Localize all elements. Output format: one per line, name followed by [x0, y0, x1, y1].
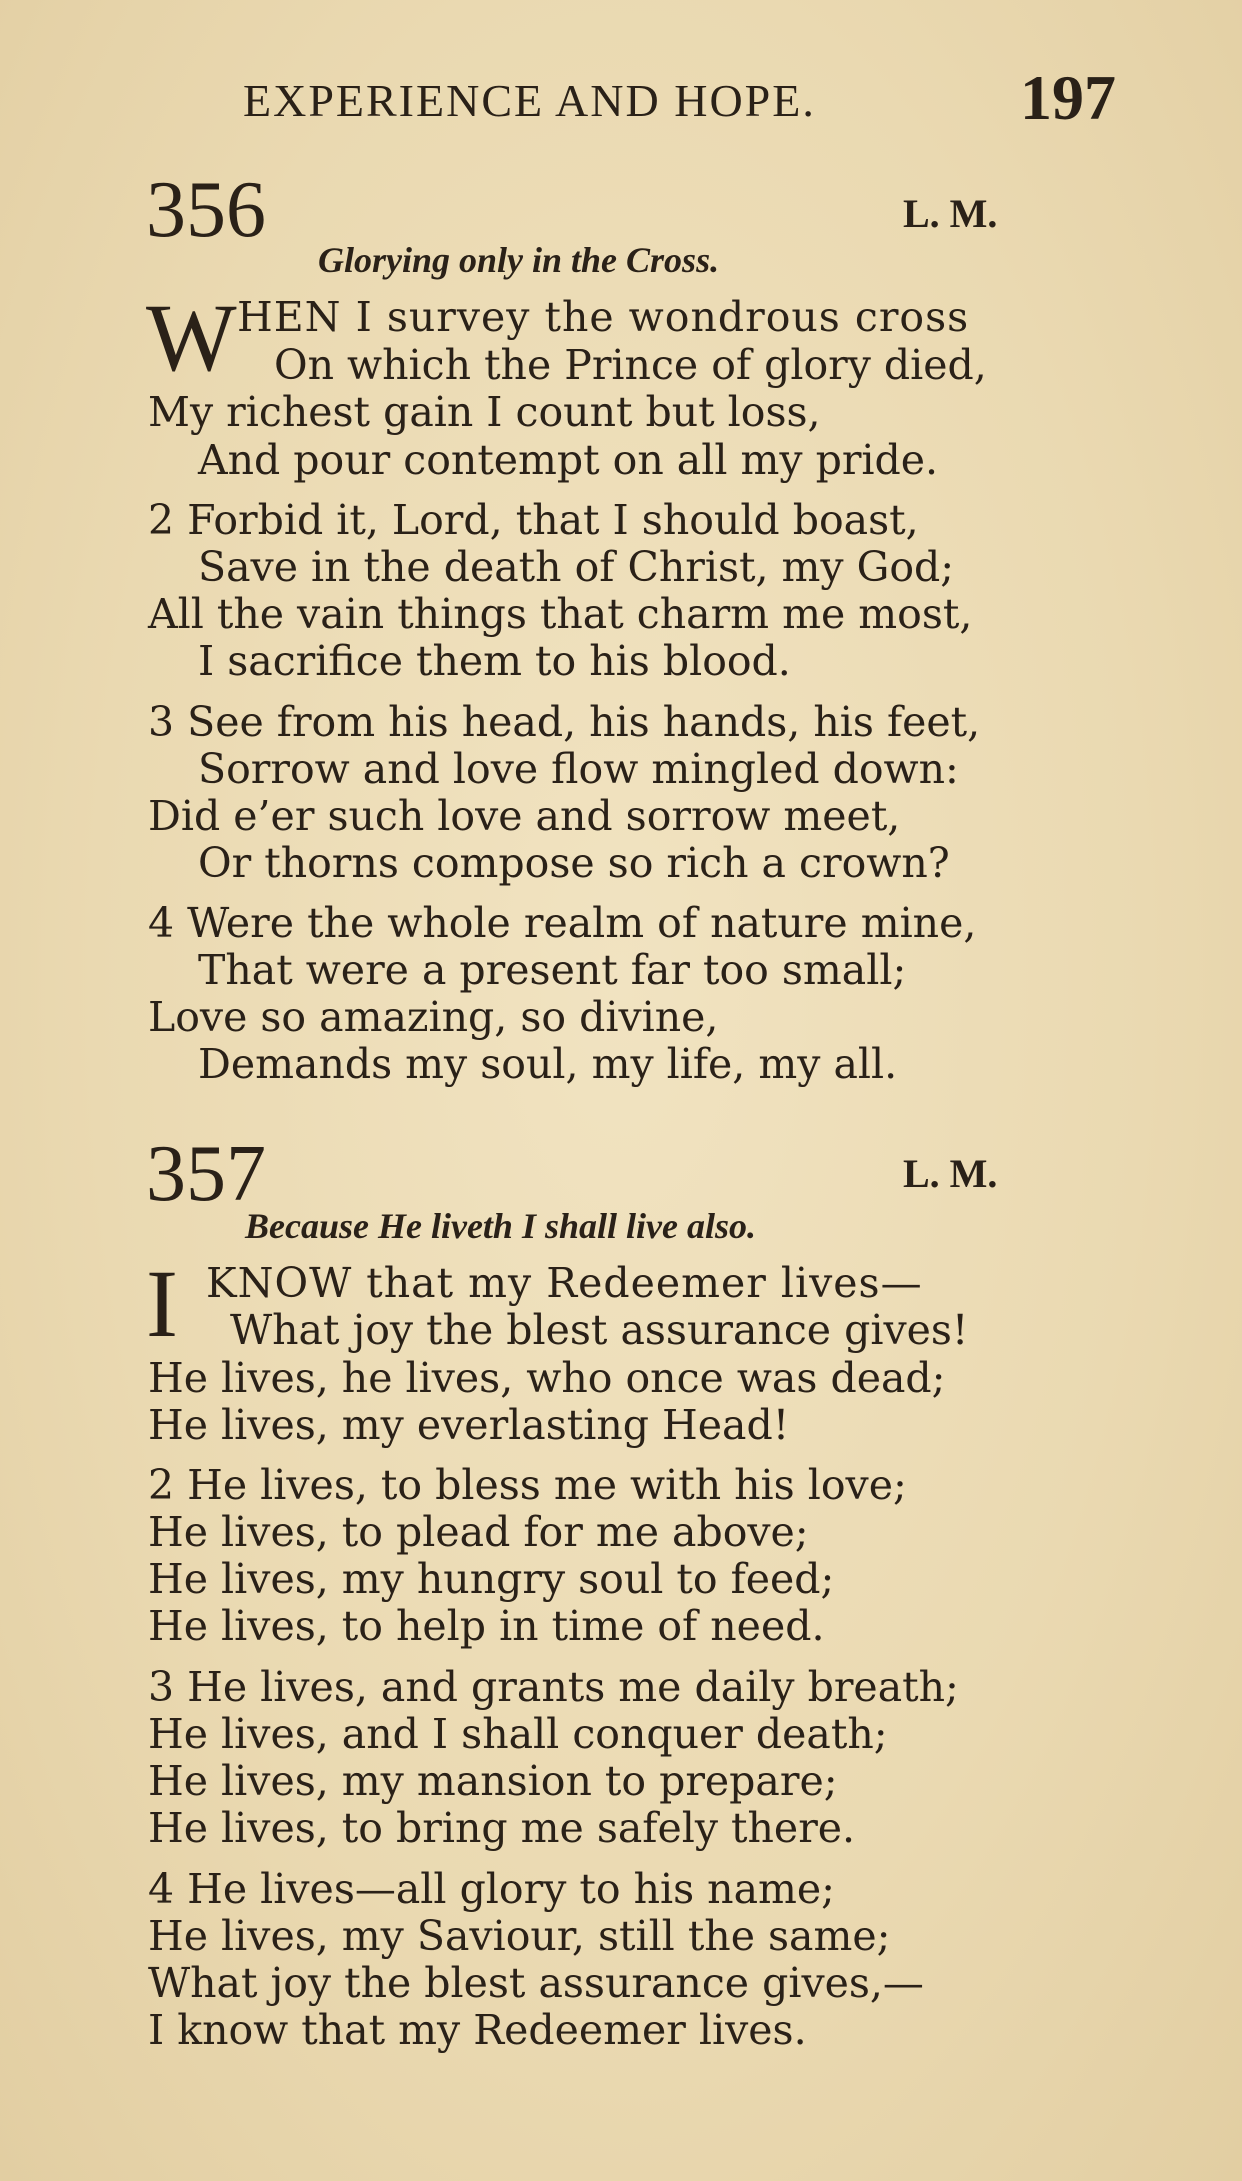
hymn-number: 356 [146, 166, 266, 254]
verse-line: 4 Were the whole realm of nature mine, [148, 899, 977, 947]
verse-line: I sacrifice them to his blood. [198, 637, 791, 685]
verse-line: 4 He lives—all glory to his name; [148, 1865, 835, 1913]
verse-line: That were a present far too small; [198, 946, 907, 994]
drop-cap: W [146, 284, 237, 391]
verse-line: HEN I survey the wondrous cross [237, 293, 970, 341]
running-head: EXPERIENCE AND HOPE. [243, 75, 816, 126]
verse-line: Love so amazing, so divine, [148, 993, 719, 1041]
hymn-number: 357 [146, 1130, 266, 1218]
verse-line: KNOW that my Redeemer lives— [206, 1259, 923, 1307]
verse-line: Or thorns compose so rich a crown? [198, 839, 950, 887]
verse-line: What joy the blest assurance gives! [230, 1306, 969, 1354]
verse-line: 3 See from his head, his hands, his feet, [148, 698, 981, 746]
verse-line: On which the Prince of glory died, [274, 341, 987, 389]
verse-line: He lives, he lives, who once was dead; [148, 1354, 946, 1402]
page-number: 197 [1020, 62, 1116, 133]
verse-line: My richest gain I count but loss, [148, 388, 821, 436]
verse-line: What joy the blest assurance gives,— [148, 1959, 924, 2007]
hymn-subtitle: Because He liveth I shall live also. [245, 1206, 756, 1246]
hymn-meter: L. M. [903, 1151, 998, 1196]
drop-cap: I [146, 1250, 178, 1357]
hymn-subtitle: Glorying only in the Cross. [318, 240, 720, 280]
verse-line: Demands my soul, my life, my all. [198, 1040, 898, 1088]
verse-line: 3 He lives, and grants me daily breath; [148, 1663, 959, 1711]
verse-line: He lives, my Saviour, still the same; [148, 1912, 891, 1960]
verse-line: He lives, my everlasting Head! [148, 1401, 790, 1449]
hymn-meter: L. M. [903, 191, 998, 236]
verse-line: Did e’er such love and sorrow meet, [148, 792, 901, 840]
verse-line: I know that my Redeemer lives. [148, 2006, 807, 2054]
verse-line: Sorrow and love flow mingled down: [198, 745, 959, 793]
verse-line: And pour contempt on all my pride. [198, 436, 939, 484]
verse-line: He lives, to bring me safely there. [148, 1804, 856, 1852]
verse-line: Save in the death of Christ, my God; [198, 543, 955, 591]
verse-line: He lives, my hungry soul to feed; [148, 1555, 835, 1603]
verse-line: All the vain things that charm me most, [148, 590, 973, 638]
verse-line: 2 He lives, to bless me with his love; [148, 1461, 907, 1509]
verse-line: He lives, to help in time of need. [148, 1602, 825, 1650]
verse-line: He lives, to plead for me above; [148, 1508, 809, 1556]
verse-line: He lives, my mansion to prepare; [148, 1757, 838, 1805]
verse-line: He lives, and I shall conquer death; [148, 1710, 888, 1758]
verse-line: 2 Forbid it, Lord, that I should boast, [148, 496, 919, 544]
